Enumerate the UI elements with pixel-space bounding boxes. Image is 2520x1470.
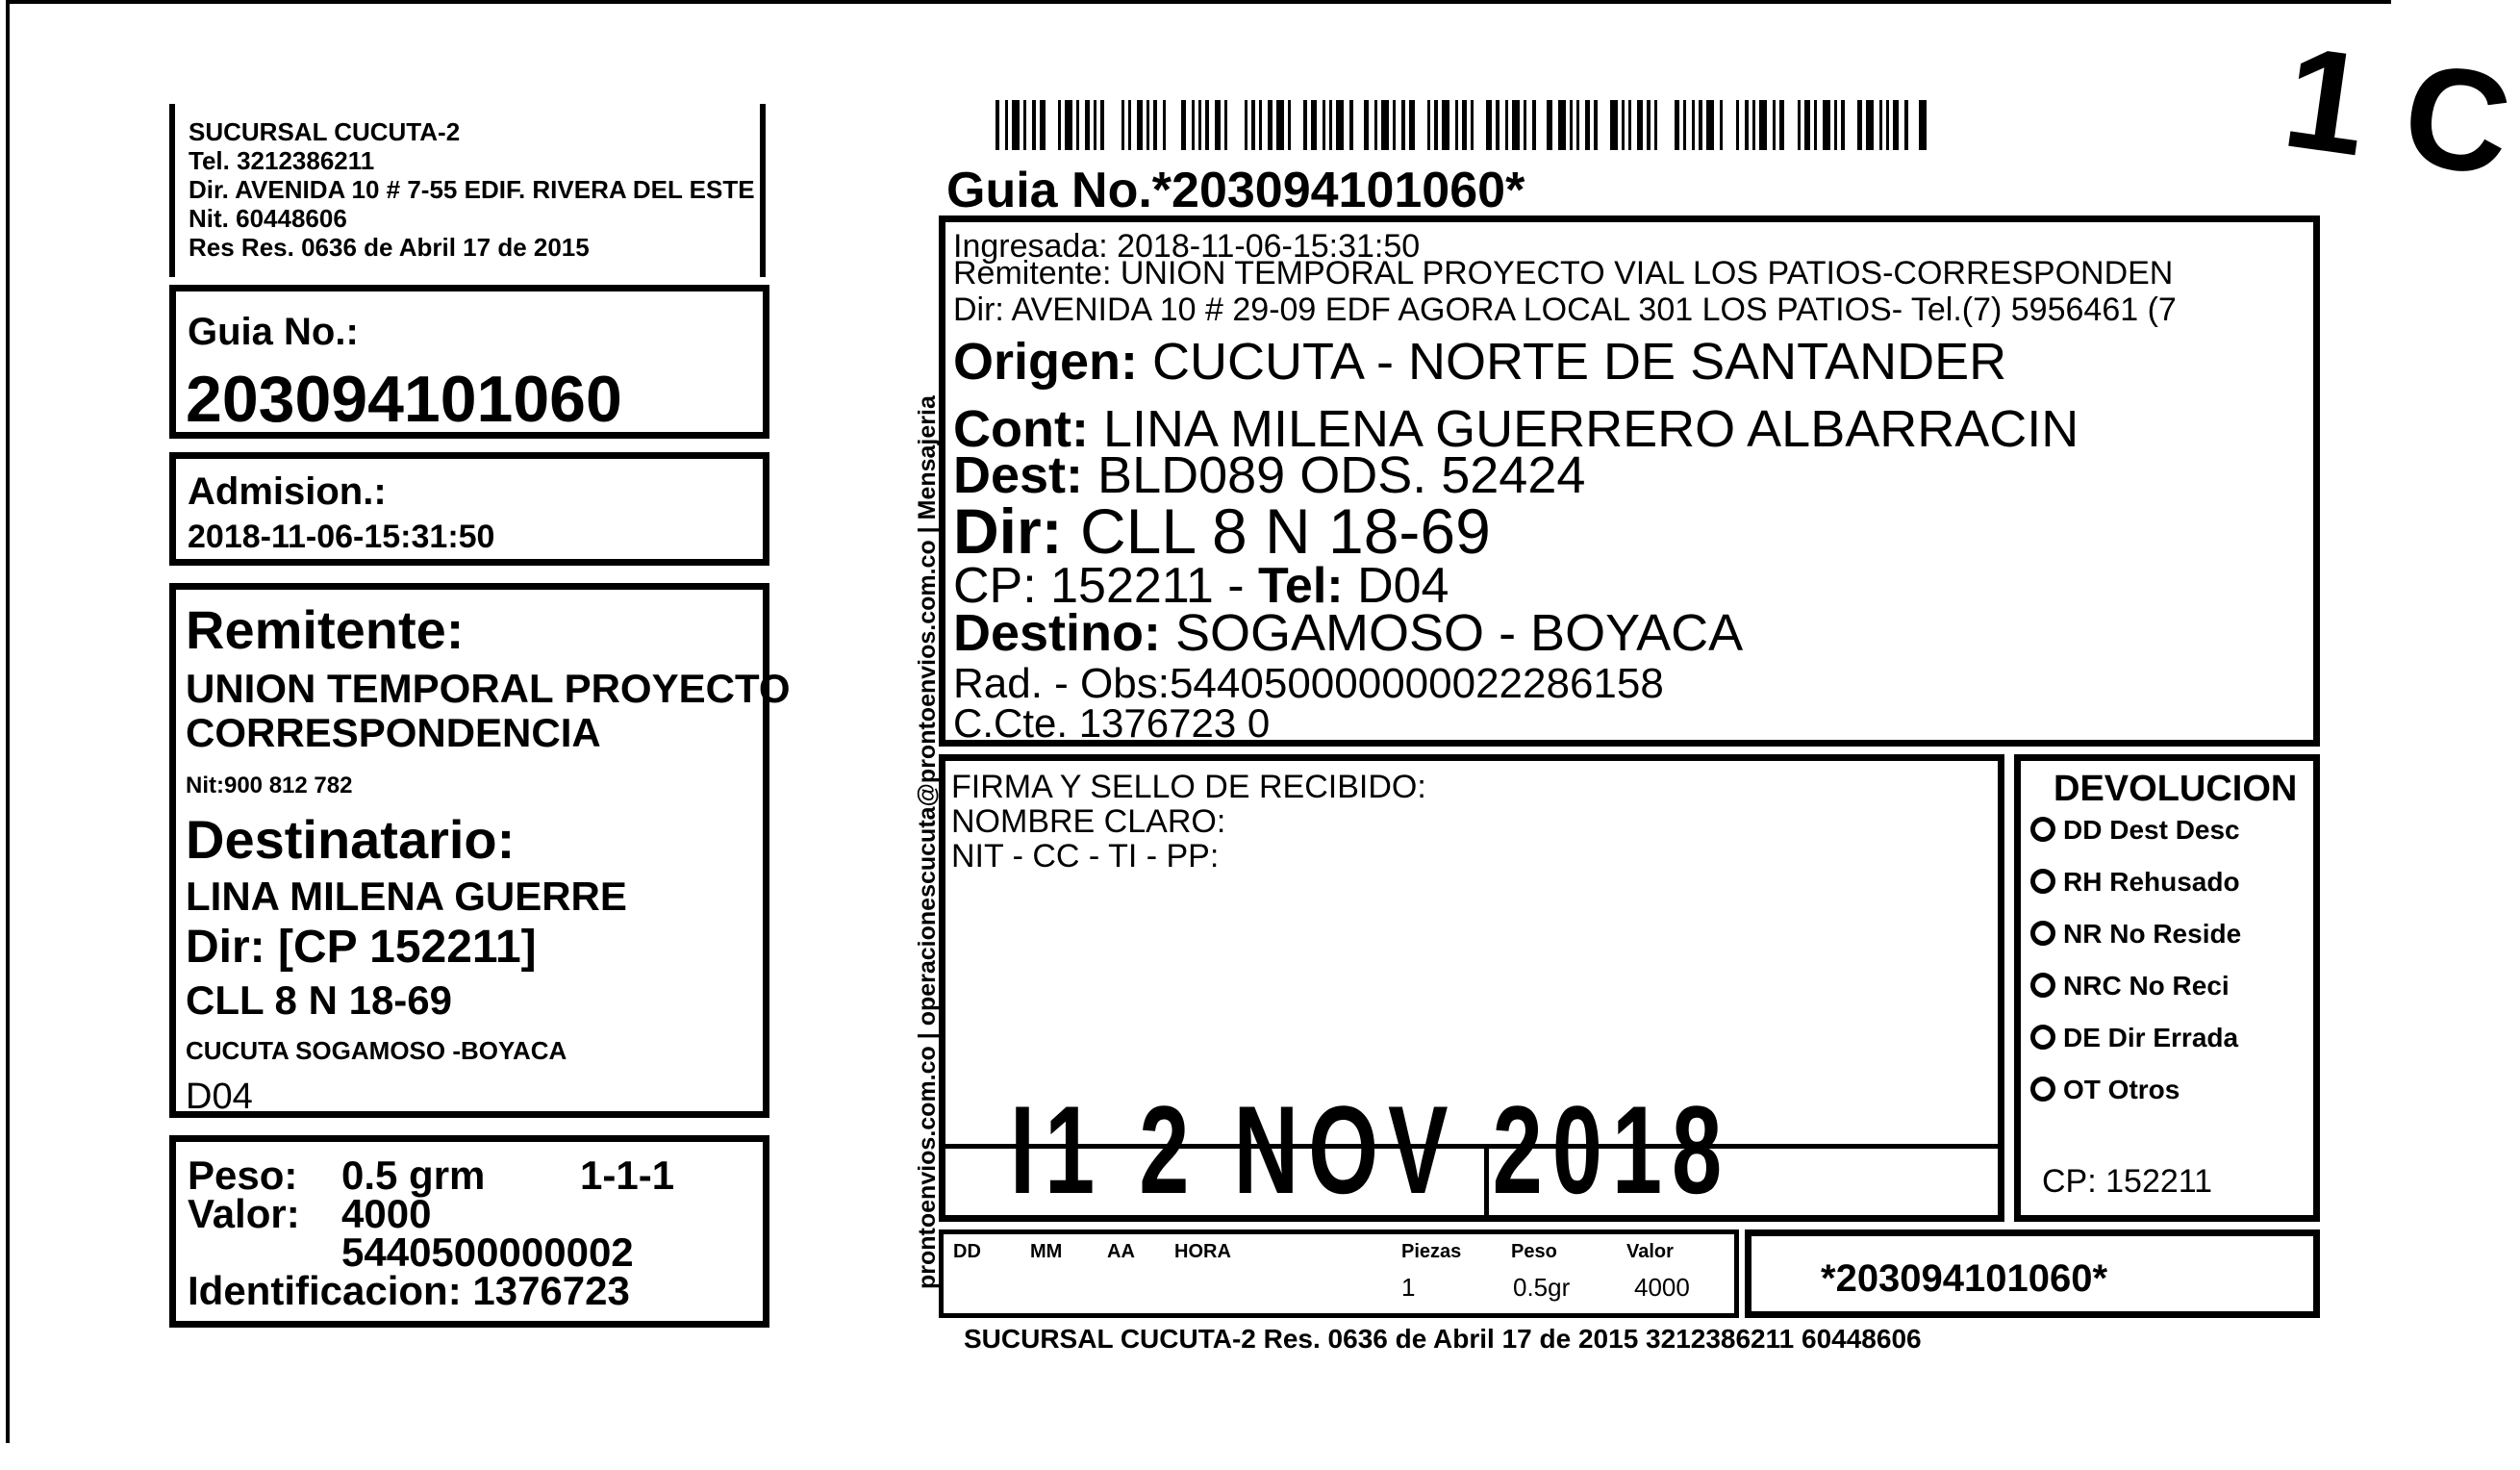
- barcode-bar: [1601, 100, 1604, 150]
- barcode-bar: [1137, 100, 1143, 150]
- guia-label: Guia No.:: [188, 311, 359, 353]
- peso-label: Peso:: [188, 1153, 298, 1198]
- barcode-bar: [1336, 100, 1344, 150]
- barcode-bar: [1215, 100, 1221, 150]
- barcode-bar: [1231, 100, 1239, 150]
- barcode-bar: [1904, 100, 1908, 150]
- ingresada: Ingresada: 2018-11-06-15:31:50: [953, 228, 1421, 265]
- barcode-bar: [1462, 100, 1467, 150]
- barcode-bar: [1804, 100, 1810, 150]
- tel-value: D04: [1357, 558, 1449, 614]
- guia-box: [169, 285, 769, 439]
- dir2: [953, 495, 1491, 567]
- barcode-bar: [1005, 100, 1008, 150]
- remitente-nit: Nit:900 812 782: [186, 773, 353, 798]
- destinatario-street: CLL 8 N 18-69: [186, 977, 452, 1023]
- barcode-bar: [1121, 100, 1124, 150]
- devolucion-option-label: DE Dir Errada: [2063, 1023, 2239, 1052]
- valor-label: Valor:: [188, 1191, 300, 1236]
- barcode-bar: [1276, 100, 1284, 150]
- devolucion-option-label: DD Dest Desc: [2063, 815, 2240, 845]
- branch-info: [169, 104, 766, 277]
- barcode-bar: [1893, 100, 1899, 150]
- barcode-bar: [1381, 100, 1389, 150]
- devolucion-option-label: RH Rehusado: [2063, 867, 2240, 897]
- barcode-bar: [1224, 100, 1227, 150]
- ccte: C.Cte. 1376723 0: [953, 700, 1271, 746]
- barcode-bar: [1841, 100, 1845, 150]
- origen: [953, 333, 2007, 391]
- barcode-bar: [1049, 100, 1052, 150]
- origen-value: CUCUTA - NORTE DE SANTANDER: [1152, 333, 2007, 391]
- remitente-label: Remitente:: [186, 599, 465, 660]
- barcode-bar: [1752, 100, 1755, 150]
- barcode-bar: [1637, 100, 1643, 150]
- barcode-bar: [1532, 100, 1536, 150]
- radio-circle-icon[interactable]: [2030, 1025, 2055, 1050]
- remitente-line2: CORRESPONDENCIA: [186, 710, 601, 755]
- barcode-bar: [1505, 100, 1508, 150]
- barcode-bar: [1675, 100, 1679, 150]
- destinatario-name: LINA MILENA GUERRE: [186, 874, 627, 919]
- barcode-bar: [1647, 100, 1651, 150]
- barcode-top: [995, 100, 2102, 150]
- table-header-cell: DD: [953, 1241, 981, 1262]
- barcode-bar: [1663, 100, 1671, 150]
- barcode-bar: [1857, 100, 1862, 150]
- barcode-bar: [1268, 100, 1273, 150]
- destinatario-city: CUCUTA SOGAMOSO -BOYACA: [186, 1036, 567, 1065]
- firma-label: FIRMA Y SELLO DE RECIBIDO:: [951, 769, 1426, 805]
- destino: [953, 604, 1744, 662]
- table-peso: 0.5gr: [1513, 1273, 1571, 1302]
- barcode-bar: [1311, 100, 1317, 150]
- devolucion-title: DEVOLUCION: [2054, 769, 2298, 809]
- barcode-bar: [1374, 100, 1377, 150]
- barcode-bar: [1128, 100, 1131, 150]
- barcode-bar: [995, 100, 999, 150]
- radio-circle-icon[interactable]: [2030, 1077, 2055, 1102]
- barcode-bar: [1692, 100, 1695, 150]
- barcode-bar: [1076, 100, 1079, 150]
- barcode-bar: [1851, 100, 1853, 150]
- barcode-bar: [1570, 100, 1573, 150]
- guia-number: 203094101060: [186, 363, 622, 436]
- dir2-label: Dir:: [953, 495, 1063, 567]
- admision-value: 2018-11-06-15:31:50: [188, 519, 495, 555]
- barcode-bar: [1471, 100, 1474, 150]
- valor-value: 4000: [341, 1191, 432, 1236]
- barcode-bar: [1245, 100, 1247, 150]
- cont-label: Cont:: [953, 400, 1089, 458]
- barcode-bar: [1434, 100, 1438, 150]
- barcode-bar: [1622, 100, 1625, 150]
- barcode-bar: [1720, 100, 1723, 150]
- barcode-bar: [1486, 100, 1492, 150]
- radio-circle-icon[interactable]: [2030, 869, 2055, 894]
- barcode-bar: [1288, 100, 1291, 150]
- barcode-bar: [1779, 100, 1784, 150]
- barcode-bar: [1912, 100, 1915, 150]
- destinatario-code: D04: [186, 1077, 253, 1117]
- barcode-bar: [1153, 100, 1157, 150]
- table-header-cell: Piezas: [1401, 1241, 1462, 1262]
- barcode-bar: [1205, 100, 1209, 150]
- peso-box: [169, 1135, 769, 1328]
- barcode-bar: [1085, 100, 1090, 150]
- dir2-value: CLL 8 N 18-69: [1080, 495, 1491, 567]
- cont-value: LINA MILENA GUERRERO ALBARRACIN: [1102, 400, 2079, 458]
- barcode-bar: [1442, 100, 1449, 150]
- barcode-bar: [1479, 100, 1482, 150]
- barcode-bar: [1576, 100, 1579, 150]
- barcode-bar: [1192, 100, 1195, 150]
- barcode-bar: [1094, 100, 1096, 150]
- barcode-bar: [1683, 100, 1686, 150]
- barcode-bar: [1100, 100, 1104, 150]
- branch-res: Res Res. 0636 de Abril 17 de 2015: [189, 233, 590, 262]
- barcode-bar: [1823, 100, 1830, 150]
- dest: [953, 446, 1586, 504]
- destinatario-label: Destinatario:: [186, 809, 516, 870]
- origen-label: Origen:: [953, 333, 1139, 391]
- barcode-text-box: [1745, 1229, 2320, 1318]
- barcode-bar: [1706, 100, 1714, 150]
- barcode-bar: [1393, 100, 1396, 150]
- peso-value: 0.5 grm: [341, 1153, 486, 1198]
- barcode-bar: [1558, 100, 1566, 150]
- barcode-bar: [1540, 100, 1543, 150]
- barcode-bar: [1654, 100, 1657, 150]
- barcode-bar: [1726, 100, 1732, 150]
- barcode-bar: [1585, 100, 1590, 150]
- valor-code: 5440500000002: [341, 1229, 634, 1275]
- radio-circle-icon[interactable]: [2030, 817, 2055, 842]
- branch-nit: Nit. 60448606: [189, 204, 347, 233]
- destinatario-dir: Dir: [CP 152211]: [186, 922, 537, 973]
- devolucion-option-label: OT Otros: [2063, 1075, 2180, 1104]
- devolucion-option-label: NRC No Reci: [2063, 971, 2230, 1001]
- barcode-bar: [1455, 100, 1458, 150]
- destino-value: SOGAMOSO - BOYACA: [1175, 604, 1744, 662]
- barcode-bar: [1364, 100, 1369, 150]
- barcode-bar: [1032, 100, 1036, 150]
- barcode-bar: [1745, 100, 1749, 150]
- dest-value: BLD089 ODS. 52424: [1097, 446, 1586, 504]
- radio-circle-icon[interactable]: [2030, 973, 2055, 998]
- barcode-bar: [1628, 100, 1631, 150]
- footer-text: SUCURSAL CUCUTA-2 Res. 0636 de Abril 17 de 2015 3212386211 60448606: [964, 1324, 1922, 1354]
- barcode-bar: [1879, 100, 1882, 150]
- devolucion-cp: CP: 152211: [2042, 1163, 2213, 1200]
- barcode-bar: [1110, 100, 1118, 150]
- barcode-bar: [1303, 100, 1307, 150]
- cp-text: CP: 152211 -: [953, 558, 1259, 614]
- barcode-bar: [1834, 100, 1837, 150]
- rad: Rad. - Obs:544050000000022286158: [953, 660, 1664, 707]
- date-stamp: I1 2 NOV 2018: [1010, 1079, 1732, 1220]
- destino-label: Destino:: [953, 604, 1161, 662]
- branch-tel: Tel. 3212386211: [189, 146, 375, 175]
- barcode-bar: [1181, 100, 1186, 150]
- barcode-bar: [1065, 100, 1072, 150]
- remitente-line1: UNION TEMPORAL PROYECTO: [186, 666, 791, 711]
- admision-label: Admision.:: [188, 470, 387, 513]
- barcode-bar: [1512, 100, 1520, 150]
- right-guia-header: Guia No.*203094101060*: [946, 163, 1525, 218]
- table-header-cell: AA: [1107, 1241, 1135, 1262]
- barcode-bar: [1610, 100, 1618, 150]
- barcode-bar: [1329, 100, 1332, 150]
- side-vertical-text: prontoenvios.com.co | operacionescucuta@prontoenvios.com.co | Mensajeria: [914, 395, 941, 1289]
- dest-label: Dest:: [953, 446, 1084, 504]
- barcode-bar: [1759, 100, 1767, 150]
- barcode-bar: [1401, 100, 1405, 150]
- branch-name: SUCURSAL CUCUTA-2: [189, 117, 461, 146]
- barcode-bar: [1814, 100, 1817, 150]
- branch-dir: Dir. AVENIDA 10 # 7-55 EDIF. RIVERA DEL ESTE: [189, 175, 755, 204]
- table-header-cell: Valor: [1626, 1241, 1674, 1262]
- barcode-bar: [1699, 100, 1702, 150]
- barcode-text: *203094101060*: [1821, 1257, 2108, 1300]
- nombre-label: NOMBRE CLARO:: [951, 803, 1226, 840]
- barcode-bar: [1297, 100, 1299, 150]
- peso-extra: 1-1-1: [580, 1153, 675, 1198]
- right-remitente: Remitente: UNION TEMPORAL PROYECTO VIAL LOS PATIOS-CORRESPONDEN: [953, 255, 2174, 291]
- barcode-bar: [1736, 100, 1739, 150]
- table-valor: 4000: [1634, 1273, 1690, 1302]
- barcode-bar: [1357, 100, 1360, 150]
- barcode-bar: [1866, 100, 1874, 150]
- barcode-bar: [1198, 100, 1201, 150]
- barcode-bar: [1773, 100, 1776, 150]
- table-header-cell: Peso: [1511, 1241, 1557, 1262]
- table-header-cell: HORA: [1174, 1241, 1231, 1262]
- barcode-bar: [1919, 100, 1927, 150]
- table-header-cell: MM: [1030, 1241, 1063, 1262]
- barcode-bar: [1409, 100, 1415, 150]
- barcode-bar: [1496, 100, 1499, 150]
- barcode-bar: [1023, 100, 1026, 150]
- barcode-bar: [1040, 100, 1046, 150]
- barcode-bar: [1163, 100, 1166, 150]
- admision-box: [169, 452, 769, 566]
- tel-label: Tel:: [1258, 558, 1344, 614]
- shipment-info-box: [939, 215, 2320, 747]
- barcode-bar: [1058, 100, 1061, 150]
- barcode-bar: [1524, 100, 1526, 150]
- delivery-table: [939, 1229, 1739, 1318]
- barcode-bar: [1886, 100, 1889, 150]
- remitente-box: [169, 583, 791, 1118]
- barcode-bar: [1259, 100, 1262, 150]
- right-dir: Dir: AVENIDA 10 # 29-09 EDF AGORA LOCAL 301 LOS PATIOS- Tel.(7) 5956461 (7: [953, 291, 2177, 328]
- barcode-bar: [1547, 100, 1552, 150]
- table-piezas: 1: [1401, 1273, 1416, 1302]
- barcode-bar: [1323, 100, 1325, 150]
- barcode-bar: [1147, 100, 1149, 150]
- barcode-bar: [1349, 100, 1353, 150]
- barcode-bar: [1427, 100, 1430, 150]
- barcode-bar: [1798, 100, 1801, 150]
- barcode-bar: [1419, 100, 1422, 150]
- identificacion: Identificacion: 1376723: [188, 1268, 630, 1313]
- barcode-bar: [1788, 100, 1792, 150]
- barcode-bar: [1170, 100, 1177, 150]
- barcode-bar: [1251, 100, 1255, 150]
- nit-label: NIT - CC - TI - PP:: [951, 838, 1220, 874]
- barcode-bar: [1012, 100, 1020, 150]
- barcode-bar: [1594, 100, 1598, 150]
- handwritten-mark: 1 C: [2275, 14, 2520, 207]
- devolucion-option-label: NR No Reside: [2063, 919, 2242, 949]
- radio-circle-icon[interactable]: [2030, 921, 2055, 946]
- devolucion-box: [2014, 754, 2320, 1222]
